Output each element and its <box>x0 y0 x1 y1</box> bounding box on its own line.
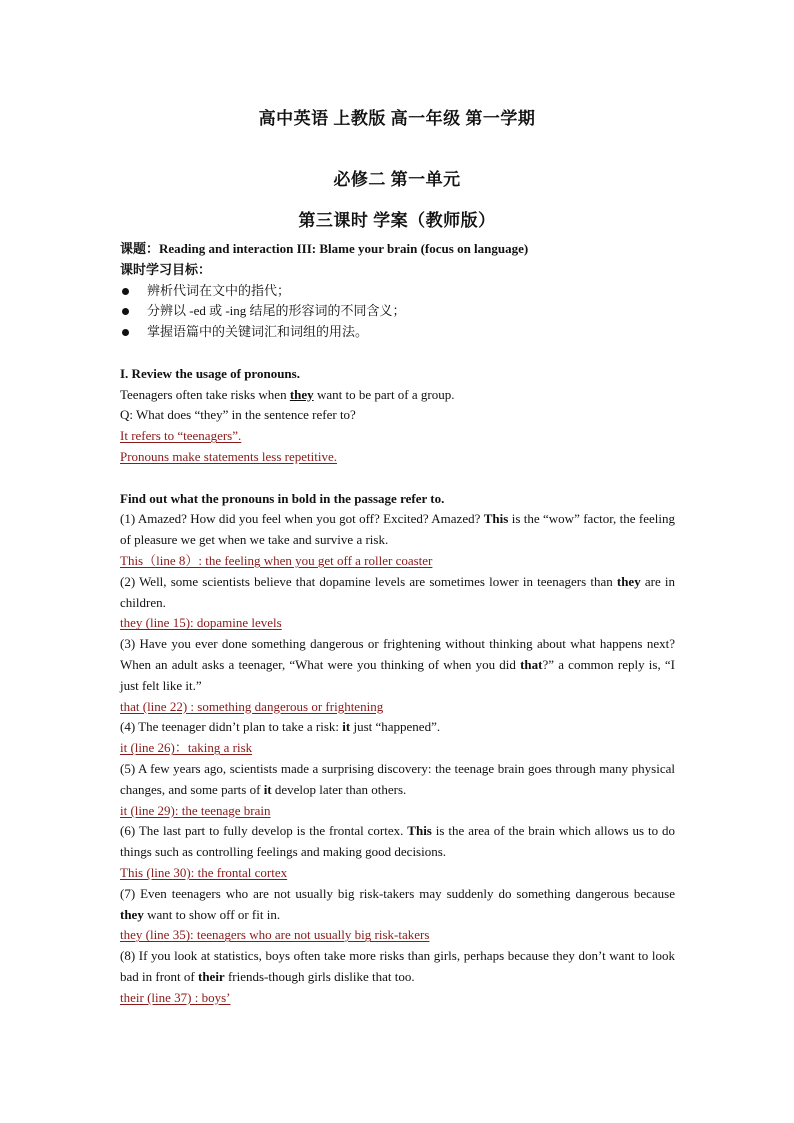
answer-text: it (line 29): the teenage brain <box>120 802 271 818</box>
passage-excerpt: (6) The last part to fully develop is the frontal cortex. This is the area of the brain which allows us to do things such as controlling feelings and making good decisions. <box>120 823 676 860</box>
bold-pronoun: it <box>342 719 351 735</box>
topic-label: 课题： <box>120 241 160 256</box>
bullet-icon <box>122 329 129 336</box>
answer-text: Pronouns make statements less repetitive. <box>120 448 337 464</box>
topic-text: Reading and interaction III: Blame your brain (focus on language) <box>159 241 529 256</box>
goal-item <box>120 281 675 302</box>
bold-pronoun: they <box>289 386 314 402</box>
goals-list <box>120 281 675 343</box>
answer-text: their (line 37) : boys’ <box>120 989 231 1005</box>
document-body <box>120 239 675 1008</box>
goal-text: 分辨以 -ed 或 -ing 结尾的形容词的不同含义； <box>147 303 406 319</box>
passage-excerpt: (7) Even teenagers who are not usually big risk-takers may suddenly do something dangerous because they want to show off or fit in. <box>120 885 675 922</box>
bold-pronoun: it <box>263 781 272 797</box>
title-block <box>0 104 794 231</box>
document-title: 高中英语 上教版 高一年级 第一学期 <box>258 109 536 128</box>
bold-pronoun: they <box>120 906 144 922</box>
answer-text: that (line 22) : something dangerous or frightening <box>120 698 384 714</box>
bold-pronoun: This <box>483 511 509 527</box>
bold-pronoun: their <box>197 968 225 984</box>
bold-pronoun: This <box>407 823 432 839</box>
goal-item <box>120 301 675 322</box>
answer-text: they (line 15): dopamine levels <box>120 615 282 631</box>
answer-text: This (line 30): the frontal cortex <box>120 864 288 880</box>
answer-text: This（line 8）: the feeling when you get off a roller coaster <box>120 552 433 568</box>
answer-text: they (line 35): teenagers who are not usually big risk-takers <box>120 927 430 943</box>
passage-excerpt: (2) Well, some scientists believe that dopamine levels are sometimes lower in teenagers than they are in children. <box>120 573 676 610</box>
pronoun-items <box>120 509 675 1008</box>
goals-label: 课时学习目标： <box>120 261 212 277</box>
question-text: Q: What does “they” in the sentence refer to? <box>120 407 356 423</box>
topic-line <box>120 239 675 260</box>
passage-excerpt: (4) The teenager didn’t plan to take a risk: it just “happened”. <box>120 719 441 735</box>
example-sentence: Teenagers often take risks when they want to be part of a group. <box>120 386 455 402</box>
bullet-icon <box>122 288 129 295</box>
section2-heading: Find out what the pronouns in bold in the passage refer to. <box>120 490 445 506</box>
passage-excerpt: (5) A few years ago, scientists made a surprising discovery: the teenage brain goes through many physical changes, and some parts of it develop later than others. <box>120 760 675 797</box>
bold-pronoun: that <box>520 656 543 672</box>
answer-text: It refers to “teenagers”. <box>120 428 242 444</box>
goal-text: 辨析代词在文中的指代； <box>147 282 291 298</box>
unit-title: 必修二 第一单元 <box>333 170 461 189</box>
passage-excerpt: (8) If you look at statistics, boys often take more risks than girls, perhaps because they don’t want to look bad in front of their friends-though girls dislike that too. <box>120 948 675 984</box>
passage-excerpt: (3) Have you ever done something dangerous or frightening without thinking about what happens next? When an adult asks a teenager, “What were you thinking of when you did that?” a common reply is, “I just felt like it.” <box>120 636 675 693</box>
bullet-icon <box>122 308 129 315</box>
lesson-title: 第三课时 学案（教师版） <box>298 211 496 230</box>
goal-item <box>120 322 675 343</box>
goal-text: 掌握语篇中的关键词汇和词组的用法。 <box>147 324 369 340</box>
bold-pronoun: they <box>616 573 641 589</box>
passage-excerpt: (1) Amazed? How did you feel when you got off? Excited? Amazed? This is the “wow” factor, the feeling of pleasure we get when we take and survive a risk. <box>120 511 675 548</box>
section1-heading: I. Review the usage of pronouns. <box>120 365 300 381</box>
answer-text: it (line 26)：taking a risk <box>120 740 253 756</box>
